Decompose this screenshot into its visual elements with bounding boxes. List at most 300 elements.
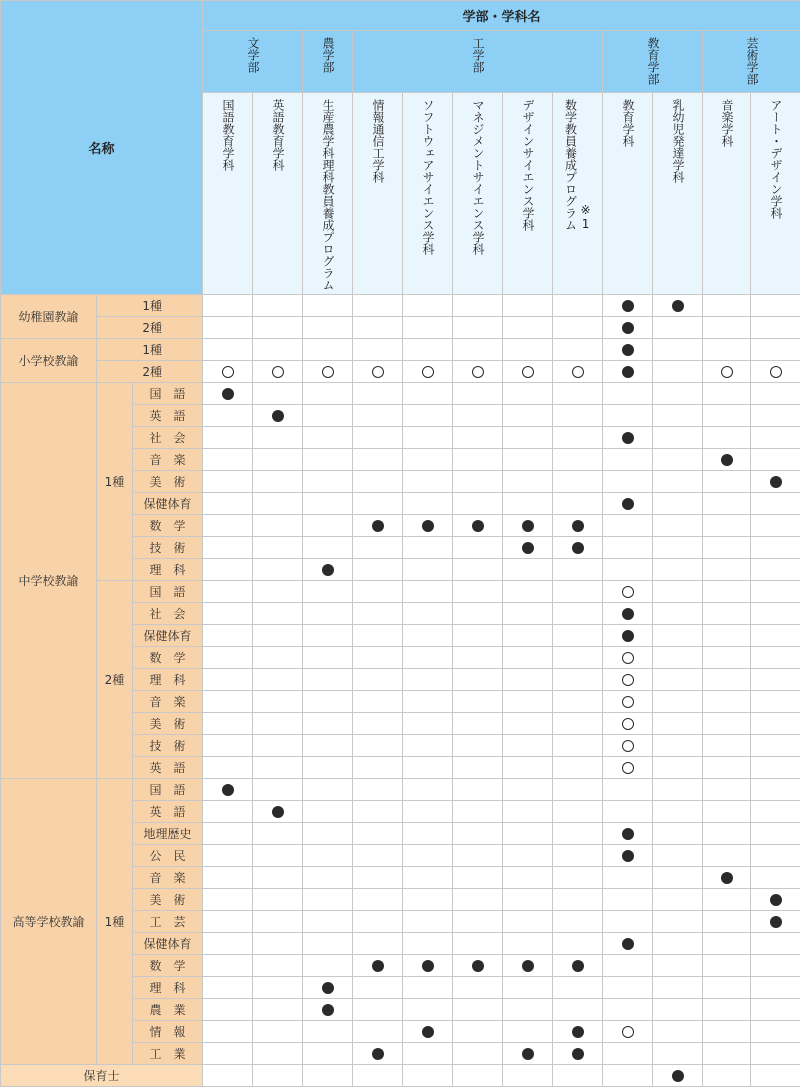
mark-cell bbox=[503, 801, 553, 823]
full-mark-icon bbox=[472, 960, 484, 972]
mark-cell bbox=[503, 1043, 553, 1065]
mark-cell bbox=[553, 845, 603, 867]
mark-cell bbox=[203, 691, 253, 713]
mark-cell bbox=[403, 999, 453, 1021]
department-header bbox=[203, 93, 253, 295]
full-mark-icon bbox=[721, 454, 733, 466]
mark-cell bbox=[203, 339, 253, 361]
mark-cell bbox=[703, 625, 751, 647]
mark-cell bbox=[203, 405, 253, 427]
license-name: 中学校教諭 bbox=[1, 383, 97, 779]
mark-cell bbox=[703, 581, 751, 603]
mark-cell bbox=[703, 559, 751, 581]
mark-cell bbox=[751, 867, 800, 889]
mark-cell bbox=[503, 405, 553, 427]
mark-cell bbox=[303, 757, 353, 779]
mark-cell bbox=[653, 537, 703, 559]
faculty-name: 教育学部 bbox=[645, 37, 660, 85]
mark-cell bbox=[403, 383, 453, 405]
mark-cell bbox=[503, 845, 553, 867]
mark-cell bbox=[503, 295, 553, 317]
full-mark-icon bbox=[672, 1070, 684, 1082]
mark-cell bbox=[503, 537, 553, 559]
faculty-header bbox=[303, 31, 353, 93]
mark-cell bbox=[453, 713, 503, 735]
mark-cell bbox=[453, 603, 503, 625]
mark-cell bbox=[603, 449, 653, 471]
mark-cell bbox=[403, 1043, 453, 1065]
mark-cell bbox=[203, 1021, 253, 1043]
subject-name: 理 科 bbox=[133, 559, 203, 581]
mark-cell bbox=[553, 383, 603, 405]
mark-cell bbox=[703, 669, 751, 691]
mark-cell bbox=[253, 603, 303, 625]
mark-cell bbox=[503, 933, 553, 955]
mark-cell bbox=[553, 317, 603, 339]
partial-mark-icon bbox=[622, 718, 634, 730]
table-row bbox=[1, 581, 800, 603]
mark-cell bbox=[553, 295, 603, 317]
mark-cell bbox=[253, 889, 303, 911]
mark-cell bbox=[553, 427, 603, 449]
mark-cell bbox=[603, 1021, 653, 1043]
mark-cell bbox=[303, 823, 353, 845]
mark-cell bbox=[503, 625, 553, 647]
mark-cell bbox=[503, 647, 553, 669]
mark-cell bbox=[553, 713, 603, 735]
mark-cell bbox=[553, 515, 603, 537]
mark-cell bbox=[453, 559, 503, 581]
mark-cell bbox=[553, 955, 603, 977]
mark-cell bbox=[303, 361, 353, 383]
partial-mark-icon bbox=[770, 366, 782, 378]
table-body bbox=[1, 295, 800, 1087]
mark-cell bbox=[403, 581, 453, 603]
mark-cell bbox=[303, 713, 353, 735]
mark-cell bbox=[553, 1043, 603, 1065]
mark-cell bbox=[653, 911, 703, 933]
mark-cell bbox=[653, 1065, 703, 1087]
mark-cell bbox=[603, 317, 653, 339]
mark-cell bbox=[453, 867, 503, 889]
mark-cell bbox=[403, 691, 453, 713]
mark-cell bbox=[453, 823, 503, 845]
mark-cell bbox=[503, 713, 553, 735]
mark-cell bbox=[553, 669, 603, 691]
mark-cell bbox=[603, 471, 653, 493]
partial-mark-icon bbox=[222, 366, 234, 378]
mark-cell bbox=[653, 713, 703, 735]
mark-cell bbox=[353, 647, 403, 669]
table-header bbox=[1, 1, 800, 295]
mark-cell bbox=[403, 317, 453, 339]
full-mark-icon bbox=[622, 850, 634, 862]
mark-cell bbox=[603, 405, 653, 427]
mark-cell bbox=[603, 889, 653, 911]
mark-cell bbox=[703, 383, 751, 405]
partial-mark-icon bbox=[622, 586, 634, 598]
full-mark-icon bbox=[522, 1048, 534, 1060]
table-row bbox=[1, 779, 800, 801]
mark-cell bbox=[253, 339, 303, 361]
mark-cell bbox=[353, 625, 403, 647]
mark-cell bbox=[403, 977, 453, 999]
mark-cell bbox=[553, 801, 603, 823]
mark-cell bbox=[653, 339, 703, 361]
subject-name: 音 楽 bbox=[133, 691, 203, 713]
mark-cell bbox=[603, 735, 653, 757]
full-mark-icon bbox=[770, 476, 782, 488]
department-name: デザインサイエンス学科 bbox=[520, 99, 535, 231]
mark-cell bbox=[453, 317, 503, 339]
mark-cell bbox=[453, 977, 503, 999]
partial-mark-icon bbox=[572, 366, 584, 378]
mark-cell bbox=[253, 823, 303, 845]
mark-cell bbox=[653, 361, 703, 383]
mark-cell bbox=[703, 339, 751, 361]
full-mark-icon bbox=[522, 960, 534, 972]
mark-cell bbox=[553, 625, 603, 647]
full-mark-icon bbox=[572, 960, 584, 972]
mark-cell bbox=[353, 757, 403, 779]
subject-name: 地理歴史 bbox=[133, 823, 203, 845]
mark-cell bbox=[403, 405, 453, 427]
mark-cell bbox=[253, 405, 303, 427]
mark-cell bbox=[203, 713, 253, 735]
mark-cell bbox=[453, 889, 503, 911]
mark-cell bbox=[403, 845, 453, 867]
mark-cell bbox=[453, 471, 503, 493]
mark-cell bbox=[751, 339, 800, 361]
mark-cell bbox=[403, 779, 453, 801]
mark-cell bbox=[303, 1021, 353, 1043]
full-mark-icon bbox=[572, 520, 584, 532]
mark-cell bbox=[553, 691, 603, 713]
mark-cell bbox=[253, 449, 303, 471]
mark-cell bbox=[503, 493, 553, 515]
mark-cell bbox=[303, 603, 353, 625]
mark-cell bbox=[603, 955, 653, 977]
mark-cell bbox=[703, 537, 751, 559]
mark-cell bbox=[353, 999, 403, 1021]
mark-cell bbox=[751, 537, 800, 559]
mark-cell bbox=[751, 427, 800, 449]
mark-cell bbox=[703, 493, 751, 515]
mark-cell bbox=[653, 955, 703, 977]
department-header bbox=[553, 93, 603, 295]
mark-cell bbox=[453, 911, 503, 933]
full-mark-icon bbox=[721, 872, 733, 884]
mark-cell bbox=[553, 999, 603, 1021]
mark-cell bbox=[353, 933, 403, 955]
department-name: 生産農学科理科教員養成プログラム bbox=[320, 99, 335, 291]
mark-cell bbox=[303, 933, 353, 955]
mark-cell bbox=[453, 625, 503, 647]
license-class: 1種 bbox=[97, 383, 133, 581]
name-column-header: 名称 bbox=[1, 1, 203, 295]
mark-cell bbox=[703, 515, 751, 537]
mark-cell bbox=[353, 1043, 403, 1065]
mark-cell bbox=[653, 735, 703, 757]
mark-cell bbox=[303, 1043, 353, 1065]
mark-cell bbox=[453, 1065, 503, 1087]
mark-cell bbox=[453, 999, 503, 1021]
department-name: ソフトウェアサイエンス学科 bbox=[420, 99, 435, 255]
mark-cell bbox=[503, 977, 553, 999]
subject-name: 音 楽 bbox=[133, 867, 203, 889]
mark-cell bbox=[653, 691, 703, 713]
mark-cell bbox=[303, 339, 353, 361]
mark-cell bbox=[403, 471, 453, 493]
license-name: 高等学校教諭 bbox=[1, 779, 97, 1065]
mark-cell bbox=[553, 361, 603, 383]
mark-cell bbox=[253, 999, 303, 1021]
partial-mark-icon bbox=[422, 366, 434, 378]
subject-name: 技 術 bbox=[133, 537, 203, 559]
mark-cell bbox=[253, 1043, 303, 1065]
subject-name: 理 科 bbox=[133, 977, 203, 999]
mark-cell bbox=[603, 493, 653, 515]
mark-cell bbox=[403, 449, 453, 471]
faculty-header bbox=[703, 31, 800, 93]
mark-cell bbox=[703, 405, 751, 427]
mark-cell bbox=[353, 691, 403, 713]
mark-cell bbox=[303, 295, 353, 317]
mark-cell bbox=[553, 581, 603, 603]
mark-cell bbox=[603, 757, 653, 779]
mark-cell bbox=[603, 845, 653, 867]
mark-cell bbox=[253, 515, 303, 537]
subject-name: 数 学 bbox=[133, 955, 203, 977]
mark-cell bbox=[703, 713, 751, 735]
mark-cell bbox=[503, 361, 553, 383]
mark-cell bbox=[353, 1065, 403, 1087]
full-mark-icon bbox=[622, 828, 634, 840]
mark-cell bbox=[403, 713, 453, 735]
mark-cell bbox=[303, 867, 353, 889]
mark-cell bbox=[253, 955, 303, 977]
mark-cell bbox=[203, 867, 253, 889]
mark-cell bbox=[553, 647, 603, 669]
mark-cell bbox=[353, 955, 403, 977]
mark-cell bbox=[553, 449, 603, 471]
mark-cell bbox=[303, 779, 353, 801]
mark-cell bbox=[353, 977, 403, 999]
full-mark-icon bbox=[522, 542, 534, 554]
mark-cell bbox=[603, 1043, 653, 1065]
mark-cell bbox=[503, 999, 553, 1021]
department-note: ※1 bbox=[578, 203, 593, 231]
mark-cell bbox=[353, 295, 403, 317]
full-mark-icon bbox=[272, 410, 284, 422]
full-mark-icon bbox=[572, 1026, 584, 1038]
full-mark-icon bbox=[572, 542, 584, 554]
mark-cell bbox=[603, 295, 653, 317]
mark-cell bbox=[203, 889, 253, 911]
mark-cell bbox=[203, 823, 253, 845]
partial-mark-icon bbox=[472, 366, 484, 378]
mark-cell bbox=[703, 647, 751, 669]
mark-cell bbox=[653, 471, 703, 493]
mark-cell bbox=[653, 317, 703, 339]
mark-cell bbox=[203, 581, 253, 603]
mark-cell bbox=[303, 735, 353, 757]
mark-cell bbox=[703, 801, 751, 823]
department-header bbox=[453, 93, 503, 295]
department-header bbox=[503, 93, 553, 295]
mark-cell bbox=[503, 471, 553, 493]
mark-cell bbox=[751, 669, 800, 691]
mark-cell bbox=[253, 911, 303, 933]
mark-cell bbox=[303, 383, 353, 405]
mark-cell bbox=[603, 515, 653, 537]
faculty-name: 農学部 bbox=[320, 37, 335, 73]
mark-cell bbox=[751, 691, 800, 713]
mark-cell bbox=[751, 1065, 800, 1087]
mark-cell bbox=[453, 1021, 503, 1043]
mark-cell bbox=[503, 867, 553, 889]
partial-mark-icon bbox=[622, 674, 634, 686]
mark-cell bbox=[703, 867, 751, 889]
full-mark-icon bbox=[422, 520, 434, 532]
mark-cell bbox=[303, 669, 353, 691]
mark-cell bbox=[503, 317, 553, 339]
mark-cell bbox=[203, 559, 253, 581]
subject-name: 美 術 bbox=[133, 471, 203, 493]
mark-cell bbox=[453, 449, 503, 471]
faculty-name: 工学部 bbox=[470, 37, 485, 73]
mark-cell bbox=[203, 449, 253, 471]
mark-cell bbox=[751, 955, 800, 977]
mark-cell bbox=[403, 933, 453, 955]
mark-cell bbox=[403, 493, 453, 515]
mark-cell bbox=[453, 735, 503, 757]
mark-cell bbox=[503, 669, 553, 691]
mark-cell bbox=[703, 471, 751, 493]
department-header bbox=[703, 93, 751, 295]
department-name: 乳幼児発達学科 bbox=[670, 99, 685, 183]
mark-cell bbox=[751, 405, 800, 427]
mark-cell bbox=[653, 845, 703, 867]
subject-name: 数 学 bbox=[133, 647, 203, 669]
subject-name: 工 芸 bbox=[133, 911, 203, 933]
mark-cell bbox=[553, 823, 603, 845]
department-header bbox=[303, 93, 353, 295]
mark-cell bbox=[553, 977, 603, 999]
mark-cell bbox=[751, 317, 800, 339]
mark-cell bbox=[603, 801, 653, 823]
full-mark-icon bbox=[322, 1004, 334, 1016]
mark-cell bbox=[203, 647, 253, 669]
mark-cell bbox=[503, 1065, 553, 1087]
full-mark-icon bbox=[422, 960, 434, 972]
mark-cell bbox=[203, 955, 253, 977]
mark-cell bbox=[751, 735, 800, 757]
mark-cell bbox=[303, 845, 353, 867]
mark-cell bbox=[653, 977, 703, 999]
mark-cell bbox=[751, 845, 800, 867]
mark-cell bbox=[303, 1065, 353, 1087]
mark-cell bbox=[453, 647, 503, 669]
mark-cell bbox=[503, 339, 553, 361]
mark-cell bbox=[253, 845, 303, 867]
department-name: 音楽学科 bbox=[719, 99, 734, 147]
mark-cell bbox=[503, 955, 553, 977]
mark-cell bbox=[353, 427, 403, 449]
full-mark-icon bbox=[372, 520, 384, 532]
subject-name: 情 報 bbox=[133, 1021, 203, 1043]
subject-name: 国 語 bbox=[133, 581, 203, 603]
mark-cell bbox=[303, 427, 353, 449]
mark-cell bbox=[353, 669, 403, 691]
mark-cell bbox=[553, 559, 603, 581]
full-mark-icon bbox=[272, 806, 284, 818]
mark-cell bbox=[303, 647, 353, 669]
mark-cell bbox=[703, 955, 751, 977]
mark-cell bbox=[653, 581, 703, 603]
mark-cell bbox=[353, 471, 403, 493]
mark-cell bbox=[353, 559, 403, 581]
mark-cell bbox=[253, 471, 303, 493]
mark-cell bbox=[203, 1043, 253, 1065]
mark-cell bbox=[553, 537, 603, 559]
mark-cell bbox=[453, 801, 503, 823]
partial-mark-icon bbox=[272, 366, 284, 378]
mark-cell bbox=[303, 911, 353, 933]
partial-mark-icon bbox=[622, 696, 634, 708]
mark-cell bbox=[703, 933, 751, 955]
faculty-name: 芸術学部 bbox=[744, 37, 759, 85]
mark-cell bbox=[453, 339, 503, 361]
mark-cell bbox=[203, 669, 253, 691]
mark-cell bbox=[751, 823, 800, 845]
mark-cell bbox=[453, 361, 503, 383]
mark-cell bbox=[253, 625, 303, 647]
mark-cell bbox=[453, 405, 503, 427]
faculty-header bbox=[603, 31, 703, 93]
partial-mark-icon bbox=[622, 762, 634, 774]
partial-mark-icon bbox=[322, 366, 334, 378]
subject-name: 保健体育 bbox=[133, 493, 203, 515]
mark-cell bbox=[303, 493, 353, 515]
department-header bbox=[353, 93, 403, 295]
mark-cell bbox=[353, 603, 403, 625]
table-row bbox=[1, 361, 800, 383]
mark-cell bbox=[751, 515, 800, 537]
mark-cell bbox=[553, 867, 603, 889]
department-name: 国語教育学科 bbox=[220, 99, 235, 171]
table-row bbox=[1, 339, 800, 361]
mark-cell bbox=[403, 911, 453, 933]
subject-name: 理 科 bbox=[133, 669, 203, 691]
mark-cell bbox=[751, 801, 800, 823]
mark-cell bbox=[403, 1065, 453, 1087]
mark-cell bbox=[453, 779, 503, 801]
mark-cell bbox=[353, 581, 403, 603]
mark-cell bbox=[303, 449, 353, 471]
mark-cell bbox=[353, 339, 403, 361]
mark-cell bbox=[653, 647, 703, 669]
mark-cell bbox=[403, 603, 453, 625]
mark-cell bbox=[403, 361, 453, 383]
subject-name: 美 術 bbox=[133, 889, 203, 911]
department-name: アート・デザイン学科 bbox=[768, 99, 783, 219]
subject-name: 美 術 bbox=[133, 713, 203, 735]
mark-cell bbox=[603, 669, 653, 691]
full-mark-icon bbox=[622, 300, 634, 312]
mark-cell bbox=[553, 405, 603, 427]
mark-cell bbox=[253, 669, 303, 691]
